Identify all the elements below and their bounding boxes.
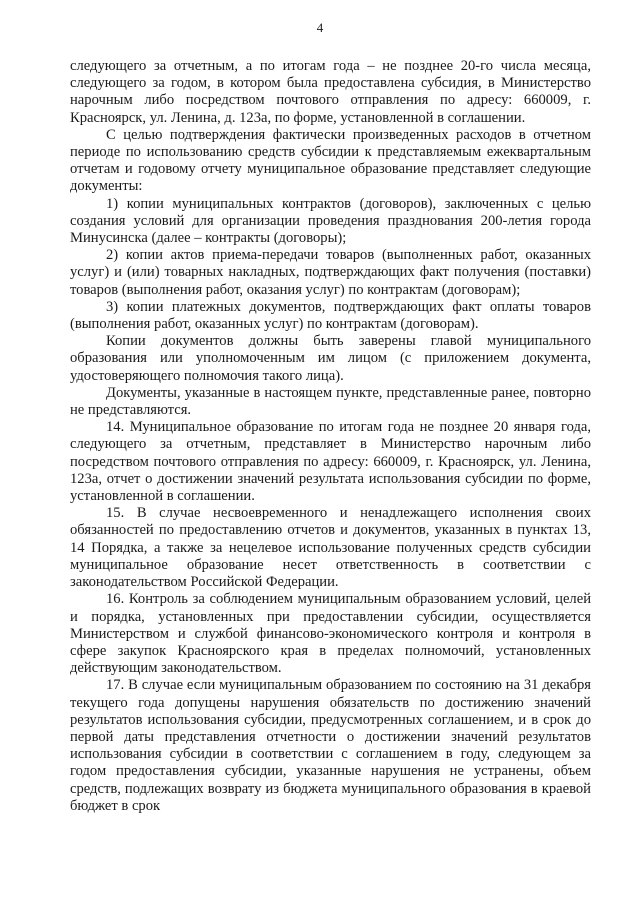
paragraph-section-17: 17. В случае если муниципальным образованием по состоянию на 31 декабря текущего года допущены нарушения обязательств по достижению значений результатов использования субсидии, предусмотренных соглашением, и в срок до первой даты представления отчетности о достижении значений результатов использования субсидии в соответствии с соглашением в году, следующем за годом предоставления субсидии, указанные нарушения не устранены, объем средств, подлежащих возврату из бюджета муниципального образования в краевой бюджет в срок — [70, 677, 591, 814]
paragraph-list-item-3: 3) копии платежных документов, подтверждающих факт оплаты товаров (выполнения работ, оказанных услуг) по контрактам (договорам). — [70, 298, 591, 333]
paragraph-supporting-documents-intro: С целью подтверждения фактически произведенных расходов в отчетном периоде по использованию средств субсидии к представляемым ежеквартальным отчетам и годовому отчету муниципальное образование представляет следующие документы: — [70, 126, 591, 195]
document-body — [70, 58, 591, 815]
paragraph-section-16: 16. Контроль за соблюдением муниципальным образованием условий, целей и порядка, установленных при предоставлении субсидии, осуществляется Министерством и службой финансово-экономического контроля и контроля в сфере закупок Красноярского края в пределах полномочий, установленных действующим законодательством. — [70, 591, 591, 677]
page-number: 4 — [316, 20, 324, 35]
paragraph-section-14: 14. Муниципальное образование по итогам года не позднее 20 января года, следующего за отчетным, представляет в Министерство нарочным либо посредством почтового отправления по адресу: 660009, г. Красноярск, ул. Ленина, 123а, отчет о достижении значений результата использования субсидии по форме, установленной в соглашении. — [70, 419, 591, 505]
paragraph-certification: Копии документов должны быть заверены главой муниципального образования или уполномоченным им лицом (с приложением документа, удостоверяющего полномочия такого лица). — [70, 333, 591, 384]
paragraph-list-item-2: 2) копии актов приема-передачи товаров (выполненных работ, оказанных услуг) и (или) товарных накладных, подтверждающих факт получения (поставки) товаров (выполнения работ, оказания услуг) по контрактам (договорам); — [70, 247, 591, 298]
paragraph-1-continuation: следующего за отчетным, а по итогам года – не позднее 20-го числа месяца, следующего за годом, в котором была предоставлена субсидия, в Министерство нарочным либо посредством почтового отправления по адресу: 660009, г. Красноярск, ул. Ленина, д. 123а, по форме, установленной в соглашении. — [70, 58, 591, 126]
paragraph-no-resubmission: Документы, указанные в настоящем пункте, представленные ранее, повторно не представляются. — [70, 384, 591, 419]
paragraph-section-15: 15. В случае несвоевременного и ненадлежащего исполнения своих обязанностей по предоставлению отчетов и документов, указанных в пунктах 13, 14 Порядка, а также за нецелевое использование полученных средств субсидии муниципальное образование несет ответственность в соответствии с законодательством Российской Федерации. — [70, 505, 591, 591]
paragraph-list-item-1: 1) копии муниципальных контрактов (договоров), заключенных с целью создания условий для организации проведения празднования 200-летия города Минусинска (далее – контракты (договоры); — [70, 195, 591, 247]
